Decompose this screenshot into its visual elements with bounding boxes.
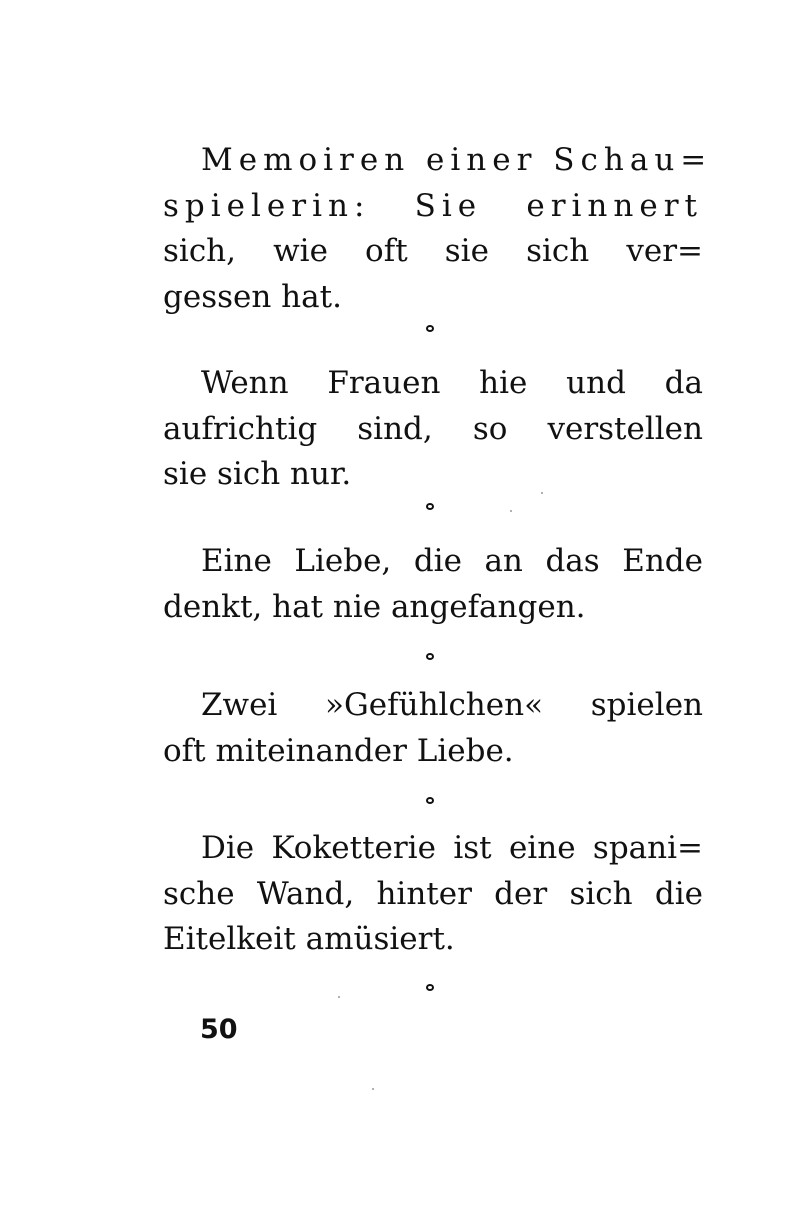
aphorism-line: sich, wie oft sie sich ver= [163, 233, 703, 269]
separator-circle [426, 797, 434, 804]
aphorism-line: sche Wand, hinter der sich die [163, 875, 703, 912]
aphorism-4 [163, 683, 703, 774]
aphorism-2 [163, 361, 703, 498]
page-number: 50 [200, 1014, 238, 1045]
aphorism-line: Zwei »Gefühlchen« spielen [201, 687, 703, 723]
aphorism-line: Die Koketterie ist eine spani= [201, 830, 703, 866]
aphorism-line: spielerin: Sie erinnert [163, 187, 703, 224]
scan-speck [338, 996, 340, 998]
aphorism-5 [163, 826, 703, 963]
aphorism-line: denkt, hat nie angefangen. [163, 588, 586, 625]
aphorism-1 [163, 138, 713, 320]
separator-circle [426, 984, 434, 991]
scan-speck [510, 510, 512, 512]
scan-speck [541, 492, 543, 494]
aphorism-3 [163, 539, 703, 630]
aphorism-line: Wenn Frauen hie und da [201, 365, 703, 401]
aphorism-line: Eine Liebe, die an das Ende [201, 543, 703, 579]
separator-circle [426, 503, 434, 510]
aphorism-line: Memoiren einer Schau= [201, 142, 713, 178]
separator-circle [426, 325, 434, 332]
separator-circle [426, 653, 434, 660]
aphorism-line: gessen hat. [163, 278, 342, 315]
aphorism-line: sie sich nur. [163, 456, 352, 492]
aphorism-line: Eitelkeit amüsiert. [163, 921, 455, 957]
scan-speck [372, 1088, 374, 1090]
aphorism-line: aufrichtig sind, so verstellen [163, 410, 703, 447]
aphorism-line: oft miteinander Liebe. [163, 732, 514, 769]
